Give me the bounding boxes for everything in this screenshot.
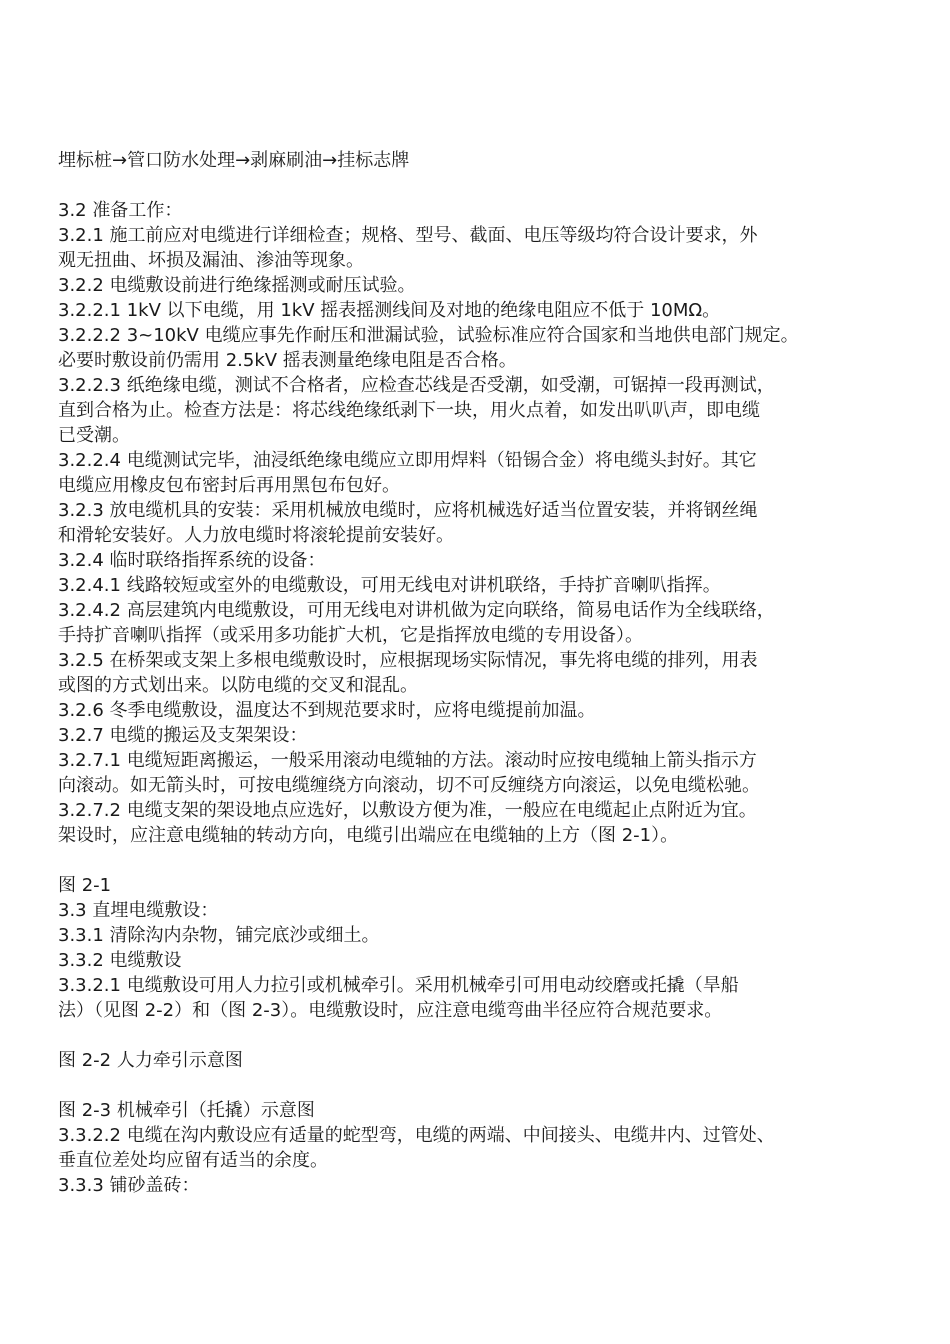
text-line: 直到合格为止。检查方法是：将芯线绝缘纸剥下一块，用火点着，如发出叭叭声，即电缆 <box>58 400 760 421</box>
text-line: 3.2.2.2 3~10kV 电缆应事先作耐压和泄漏试验，试验标准应符合国家和当地供电部门规定。 <box>58 325 799 346</box>
text-line: 手持扩音喇叭指挥（或采用多功能扩大机，它是指挥放电缆的专用设备）。 <box>58 625 643 646</box>
blank-line <box>58 848 838 873</box>
text-line: 3.2.7.2 电缆支架的架设地点应选好，以敷设方便为准，一般应在电缆起止点附近为宜。 <box>58 800 757 821</box>
document-body <box>58 148 838 1198</box>
text-line: 垂直位差处均应留有适当的余度。 <box>58 1150 328 1171</box>
text-line: 3.3.2 电缆敷设 <box>58 950 182 971</box>
section-heading: 3.2 准备工作： <box>58 200 183 221</box>
blank-line <box>58 1073 838 1098</box>
text-line: 和滑轮安装好。人力放电缆时将滚轮提前安装好。 <box>58 525 454 546</box>
text-line: 3.3.1 清除沟内杂物，铺完底沙或细土。 <box>58 925 380 946</box>
figure-caption: 图 2-2 人力牵引示意图 <box>58 1050 243 1071</box>
text-line: 3.2.6 冬季电缆敷设，温度达不到规范要求时，应将电缆提前加温。 <box>58 700 596 721</box>
text-line: 埋标桩→管口防水处理→剥麻刷油→挂标志牌 <box>58 150 410 171</box>
figure-caption: 图 2-3 机械牵引（托撬）示意图 <box>58 1100 315 1121</box>
text-line: 3.2.2 电缆敷设前进行绝缘摇测或耐压试验。 <box>58 275 416 296</box>
text-line: 3.2.4.2 高层建筑内电缆敷设，可用无线电对讲机做为定向联络，简易电话作为全线联络， <box>58 600 775 621</box>
figure-caption: 图 2-1 <box>58 875 112 896</box>
text-line: 向滚动。如无箭头时，可按电缆缠绕方向滚动，切不可反缠绕方向滚运，以免电缆松驰。 <box>58 775 760 796</box>
blank-line <box>58 173 838 198</box>
text-line: 或图的方式划出来。以防电缆的交叉和混乱。 <box>58 675 418 696</box>
text-line: 3.2.4 临时联络指挥系统的设备： <box>58 550 326 571</box>
text-line: 观无扭曲、坏损及漏油、渗油等现象。 <box>58 250 364 271</box>
text-line: 电缆应用橡皮包布密封后再用黑包布包好。 <box>58 475 400 496</box>
blank-line <box>58 1023 838 1048</box>
text-line: 3.2.7.1 电缆短距离搬运，一般采用滚动电缆轴的方法。滚动时应按电缆轴上箭头指示方 <box>58 750 757 771</box>
text-line: 必要时敷设前仍需用 2.5kV 摇表测量绝缘电阻是否合格。 <box>58 350 517 371</box>
text-line: 3.2.2.4 电缆测试完毕，油浸纸绝缘电缆应立即用焊料（铅锡合金）将电缆头封好。其它 <box>58 450 757 471</box>
text-line: 法）（见图 2-2）和（图 2-3）。电缆敷设时，应注意电缆弯曲半径应符合规范要求。 <box>58 1000 723 1021</box>
text-line: 3.2.1 施工前应对电缆进行详细检查；规格、型号、截面、电压等级均符合设计要求，外 <box>58 225 758 246</box>
text-line: 3.2.4.1 线路较短或室外的电缆敷设，可用无线电对讲机联络，手持扩音喇叭指挥。 <box>58 575 721 596</box>
section-heading: 3.3 直埋电缆敷设： <box>58 900 219 921</box>
text-line: 3.2.2.1 1kV 以下电缆，用 1kV 摇表摇测线间及对地的绝缘电阻应不低于 10MΩ。 <box>58 300 721 321</box>
text-line: 3.2.7 电缆的搬运及支架架设： <box>58 725 308 746</box>
text-line: 3.2.3 放电缆机具的安装：采用机械放电缆时，应将机械选好适当位置安装，并将钢丝绳 <box>58 500 758 521</box>
text-line: 3.2.2.3 纸绝缘电缆，测试不合格者，应检查芯线是否受潮，如受潮，可锯掉一段再测试， <box>58 375 775 396</box>
text-line: 3.2.5 在桥架或支架上多根电缆敷设时，应根据现场实际情况，事先将电缆的排列，用表 <box>58 650 758 671</box>
text-line: 3.3.2.1 电缆敷设可用人力拉引或机械牵引。采用机械牵引可用电动绞磨或托撬（旱船 <box>58 975 739 996</box>
text-line: 3.3.3 铺砂盖砖： <box>58 1175 200 1196</box>
text-line: 架设时，应注意电缆轴的转动方向，电缆引出端应在电缆轴的上方（图 2-1）。 <box>58 825 679 846</box>
text-line: 3.3.2.2 电缆在沟内敷设应有适量的蛇型弯，电缆的两端、中间接头、电缆井内、过管处、 <box>58 1125 775 1146</box>
text-line: 已受潮。 <box>58 425 130 446</box>
